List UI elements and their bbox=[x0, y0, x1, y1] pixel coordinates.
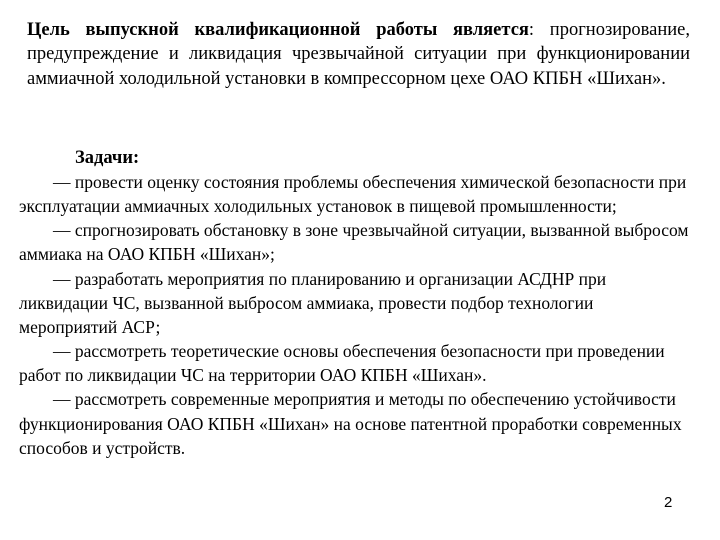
task-item: — рассмотреть современные мероприятия и методы по обеспечению устойчивости функционирования ОАО КПБН «Шихан» на основе патентной проработки современных способов и устройств. bbox=[19, 389, 682, 458]
task-item: — спрогнозировать обстановку в зоне чрезвычайной ситуации, вызванной выбросом аммиака на ОАО КПБН «Шихан»; bbox=[19, 220, 689, 265]
tasks-heading: Задачи: bbox=[75, 148, 140, 168]
task-item: — рассмотреть теоретические основы обеспечения безопасности при проведении работ по ликвидации ЧС на территории ОАО КПБН «Шихан». bbox=[19, 341, 665, 386]
task-item: — провести оценку состояния проблемы обеспечения химической безопасности при эксплуатации аммиачных холодильных установок в пищевой промышленности; bbox=[19, 172, 687, 217]
goal-label: Цель выпускной квалификационной работы является bbox=[27, 20, 529, 40]
goal-text: : прогнозирование, предупреждение и ликвидация чрезвычайной ситуации при функционировании аммиачной холодильной установки в компрессорном цехе ОАО КПБН «Шихан». bbox=[27, 20, 690, 89]
task-item: — разработать мероприятия по планированию и организации АСДНР при ликвидации ЧС, вызванной выбросом аммиака, провести подбор технологии мероприятий АСР; bbox=[19, 268, 607, 337]
tasks-list bbox=[19, 170, 689, 460]
page-number: 2 bbox=[664, 494, 673, 511]
goal-paragraph bbox=[27, 18, 690, 91]
